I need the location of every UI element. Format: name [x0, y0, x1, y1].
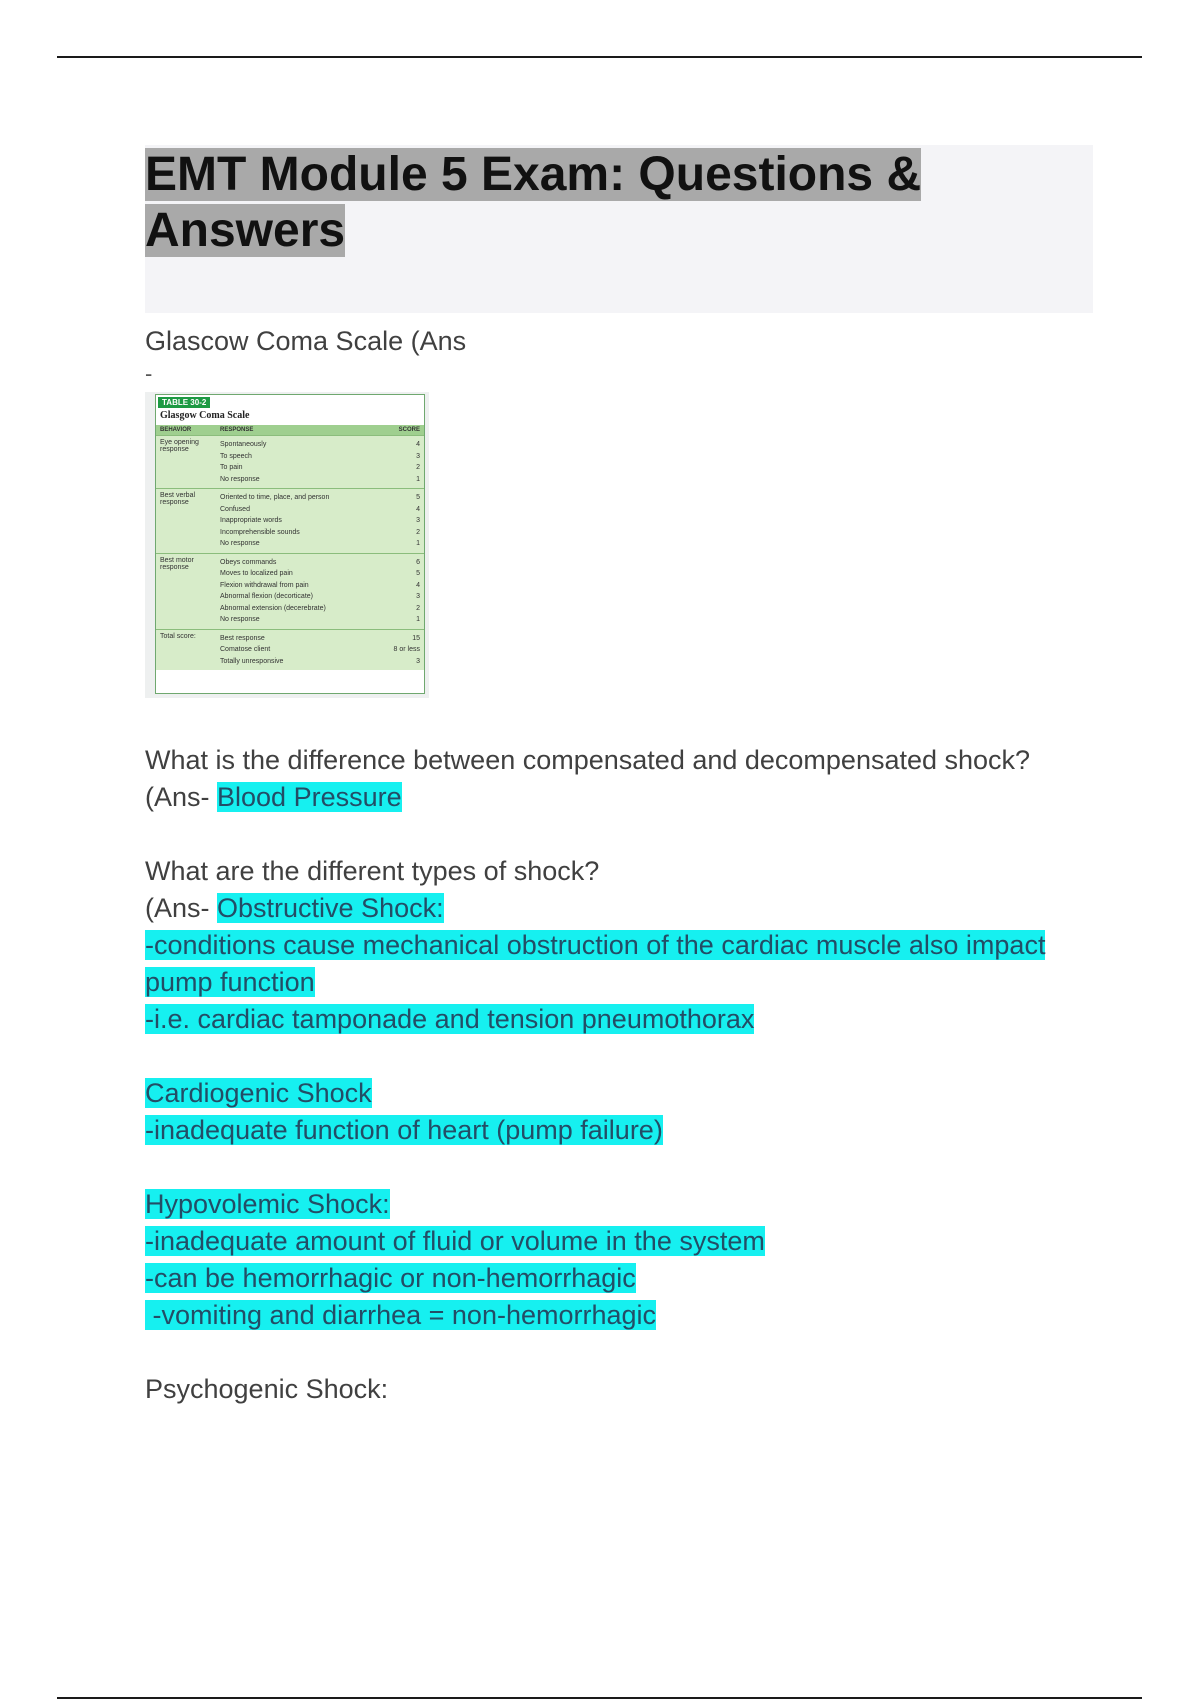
gcs-table-image	[145, 392, 429, 698]
gcs-score: 4	[416, 441, 420, 448]
gcs-table-badge: TABLE 30-2	[158, 397, 210, 408]
answer-shock-difference: (Ans- Blood Pressure	[145, 782, 402, 812]
gcs-response: Spontaneously	[220, 441, 267, 448]
gcs-response: Abnormal extension (decerebrate)	[220, 604, 326, 612]
gcs-response: To pain	[220, 464, 243, 471]
highlight-line: -conditions cause mechanical obstruction of the cardiac muscle also impact	[145, 930, 1046, 960]
answer-highlight: Obstructive Shock:	[217, 893, 444, 923]
gcs-score: 4	[416, 505, 420, 513]
gcs-dash: -	[145, 361, 153, 386]
gcs-score: 3	[416, 517, 420, 524]
gcs-score: 5	[416, 494, 420, 501]
gcs-responses	[220, 492, 392, 550]
gcs-responses	[220, 439, 392, 485]
gcs-section	[156, 488, 424, 553]
gcs-responses	[220, 633, 392, 668]
gcs-score: 1	[416, 475, 420, 483]
document-title: EMT Module 5 Exam: Questions & Answers	[145, 148, 922, 257]
gcs-table-title: Glasgow Coma Scale	[160, 410, 250, 421]
gcs-response: No response	[220, 540, 260, 547]
gcs-responses	[220, 557, 392, 626]
gcs-section	[156, 435, 424, 488]
gcs-behavior: Best motor response	[160, 556, 194, 571]
gcs-response: Best response	[220, 634, 265, 642]
gcs-score: 8 or less	[393, 646, 420, 653]
gcs-header-response: RESPONSE	[220, 427, 254, 433]
question-shock-types: What are the different types of shock?	[145, 856, 600, 886]
gcs-response: Incomprehensible sounds	[220, 528, 300, 536]
gcs-score: 4	[416, 581, 420, 589]
gcs-scores	[392, 557, 420, 626]
gcs-score: 3	[416, 593, 420, 600]
gcs-response: No response	[220, 475, 260, 483]
highlight-line: Hypovolemic Shock:	[145, 1189, 390, 1219]
answer-shock-types: (Ans- Obstructive Shock:	[145, 893, 444, 923]
highlight-line: -i.e. cardiac tamponade and tension pneumothorax	[145, 1004, 755, 1034]
highlight-line: -inadequate amount of fluid or volume in the system	[145, 1226, 765, 1256]
title-block	[145, 145, 1093, 313]
highlight-line: -can be hemorrhagic or non-hemorrhagic	[145, 1263, 636, 1293]
gcs-behavior: Total score:	[160, 632, 196, 640]
gcs-table-header	[156, 425, 424, 435]
gcs-response: Totally unresponsive	[220, 657, 284, 665]
gcs-score: 1	[416, 616, 420, 623]
gcs-response: Inappropriate words	[220, 517, 282, 524]
gcs-response: No response	[220, 616, 260, 623]
gcs-behavior: Eye opening response	[160, 439, 199, 453]
gcs-scores	[392, 439, 420, 485]
gcs-score: 6	[416, 558, 420, 566]
gcs-response: Obeys commands	[220, 558, 277, 566]
gcs-response: Confused	[220, 505, 250, 513]
question-shock-difference: What is the difference between compensated and decompensated shock?	[145, 745, 1031, 775]
top-rule	[57, 56, 1142, 58]
gcs-score: 3	[416, 657, 420, 665]
gcs-scores	[392, 492, 420, 550]
gcs-section	[156, 629, 424, 671]
document-body	[145, 145, 1093, 1408]
highlight-line: -vomiting and diarrhea = non-hemorrhagic	[145, 1300, 657, 1330]
gcs-header-score: SCORE	[398, 427, 420, 433]
question-psychogenic-shock: Psychogenic Shock:	[145, 1374, 389, 1404]
gcs-score: 3	[416, 452, 420, 460]
gcs-table	[155, 394, 425, 694]
highlight-line: Cardiogenic Shock	[145, 1078, 372, 1108]
gcs-response: Abnormal flexion (decorticate)	[220, 593, 313, 600]
gcs-score: 5	[416, 570, 420, 577]
gcs-score: 2	[416, 528, 420, 536]
gcs-response: Flexion withdrawal from pain	[220, 581, 309, 589]
gcs-response: Oriented to time, place, and person	[220, 494, 330, 501]
gcs-score: 2	[416, 604, 420, 612]
gcs-response: Comatose client	[220, 646, 271, 653]
gcs-question: Glascow Coma Scale (Ans	[145, 326, 467, 356]
bottom-rule	[57, 1697, 1142, 1699]
gcs-header-behavior: BEHAVIOR	[160, 427, 192, 433]
gcs-score: 1	[416, 540, 420, 547]
gcs-score: 2	[416, 464, 420, 471]
gcs-response: To speech	[220, 452, 252, 460]
gcs-response: Moves to localized pain	[220, 570, 293, 577]
gcs-score: 15	[412, 634, 420, 642]
answer-highlight: Blood Pressure	[217, 782, 402, 812]
gcs-behavior: Best verbal response	[160, 492, 196, 506]
highlight-line: pump function	[145, 967, 315, 997]
gcs-scores	[392, 633, 420, 668]
highlight-line: -inadequate function of heart (pump failure)	[145, 1115, 663, 1145]
gcs-section	[156, 553, 424, 629]
